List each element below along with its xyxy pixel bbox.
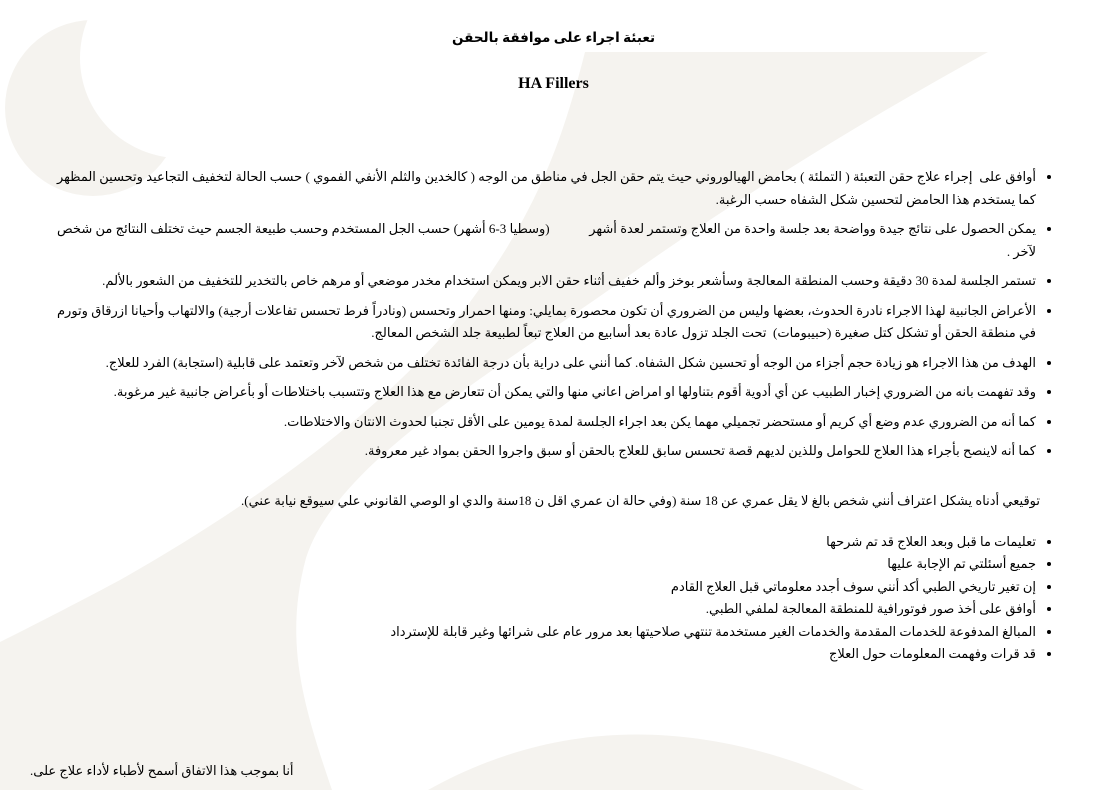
acknowledgement-item: • قد قرات وفهمت المعلومات حول العلاج: [57, 643, 1036, 666]
acknowledgement-item: • أوافق على أخذ صور فوتورافية للمنطقة المعالجة لملفي الطبي.: [57, 598, 1036, 621]
acknowledgement-item: • المبالغ المدفوعة للخدمات المقدمة والخدمات الغير مستخدمة تنتهي صلاحيتها بعد مرور عام على شرائها وغير قابلة للإسترداد: [57, 621, 1036, 644]
document-title-english: HA Fillers: [518, 75, 589, 92]
document-title-arabic: تعبئة اجراء على موافقة بالحقن: [451, 30, 656, 45]
consent-points-list: [57, 166, 1050, 463]
consent-point: • تستمر الجلسة لمدة 30 دقيقة وحسب المنطقة المعالجة وسأشعر بوخز وألم خفيف أثناء حقن الابر ويمكن استخدام مخدر موضعي أو مرهم خاص بالتخدير للتخفيف من الشعور بالألم.: [57, 270, 1036, 293]
consent-point: • الهدف من هذا الاجراء هو زيادة حجم أجزاء من الوجه أو تحسين شكل الشفاه. كما أنني على دراية بأن درجة الفائدة تختلف من شخص لآخر وتعتمد على قابلية (استجابة) الفرد للعلاج.: [57, 352, 1036, 375]
consent-point: • الأعراض الجانبية لهذا الاجراء نادرة الحدوث، بعضها وليس من الضروري أن تكون محصورة بمايلي: ومنها احمرار وتحسس (ونادراً فرط تحسس تفاعلات أرجية) والالتهاب وأحيانا ازرقاق وتورم في منطقة الحقن أو تشكل كتل صغيرة (حبيبومات) تحت الجلد تزول عادة بعد أسابيع من العلاج تبعاً لطبيعة جلد الشخص المعالج.: [57, 300, 1036, 345]
signature-statement: توقيعي أدناه يشكل اعتراف أنني شخص بالغ لا يقل عمري عن 18 سنة (وفي حالة ان عمري اقل ن 18سنة والدي او الوصي القانوني علي سيوقع نيابة عني).: [240, 492, 1040, 508]
watermark-bottom-arc: [428, 735, 864, 790]
consent-point: • أوافق على إجراء علاج حقن التعبئة ( التملئة ) بحامض الهيالوروني حيث يتم حقن الجل في مناطق من الوجه ( كالخدين والثلم الأنفي الفموي ) حسب الحالة لتخفيف التجاعيد وتحسين المظهر كما يستخدم هذا الحامض لتحسين شكل الشفاه حسب الرغبة.: [57, 166, 1036, 211]
document-content: [0, 30, 1107, 666]
acknowledgement-list: [57, 531, 1050, 667]
consent-point: • يمكن الحصول على نتائج جيدة وواضحة بعد جلسة واحدة من العلاج وتستمر لعدة أشهر ‪(وسطيا 3-6 أشهر)‬ حسب الجل المستخدم وحسب طبيعة الجسم حيث تختلف النتائج من شخص لآخر .: [57, 218, 1036, 263]
consent-point: • وقد تفهمت بانه من الضروري إخبار الطبيب عن أي أدوية أقوم بتناولها او امراض اعاني منها والتي يمكن أن تتعارض مع هذا العلاج وتتسبب باختلاطات أو بأعراض جانبية غير مرغوبة.: [57, 381, 1036, 404]
acknowledgement-item: • جميع أسئلتي تم الإجابة عليها: [57, 553, 1036, 576]
acknowledgement-item: • إن تغير تاريخي الطبي أكد أنني سوف أجدد معلوماتي قبل العلاج القادم: [57, 576, 1036, 599]
agreement-footer-line: أنا بموجب هذا الاتفاق أسمح لأطباء لأداء علاج على.: [30, 763, 294, 778]
acknowledgement-item: • تعليمات ما قبل وبعد العلاج قد تم شرحها: [57, 531, 1036, 554]
consent-point: • كما أنه من الضروري عدم وضع أي كريم أو مستحضر تجميلي مهما يكن بعد اجراء الجلسة لمدة يومين على الأقل تجنبا لحدوث الانتان والاختلاطات.: [57, 411, 1036, 434]
consent-point: • كما أنه لاينصح بأجراء هذا العلاج للحوامل وللذين لديهم قصة تحسس سابق للعلاج بالحقن أو سبق واجروا الحقن بمواد غير معروفة.: [57, 440, 1036, 463]
